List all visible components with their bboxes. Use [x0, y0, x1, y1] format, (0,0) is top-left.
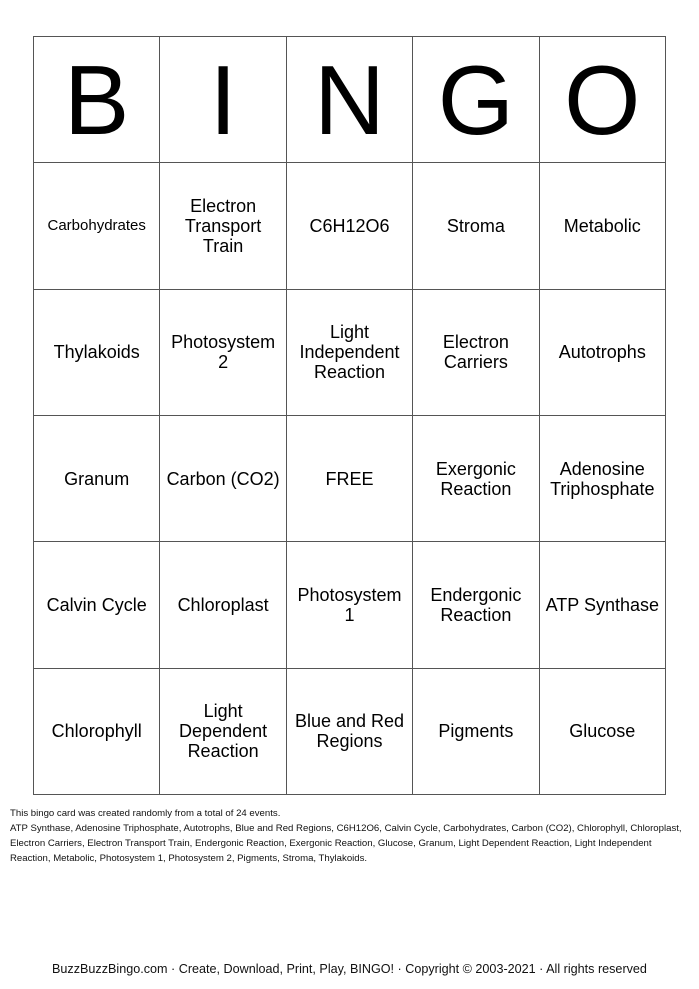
bingo-cell: Autotrophs	[540, 290, 666, 416]
free-space: FREE	[287, 416, 413, 542]
header-o: O	[540, 37, 666, 163]
note-intro: This bingo card was created randomly from a total of 24 events.	[10, 808, 281, 819]
bingo-cell: Light Independent Reaction	[287, 290, 413, 416]
bingo-cell: Stroma	[413, 163, 539, 289]
bingo-cell: ATP Synthase	[540, 542, 666, 668]
bingo-cell: Exergonic Reaction	[413, 416, 539, 542]
bingo-cell: Granum	[34, 416, 160, 542]
event-note	[10, 806, 690, 866]
bingo-cell: Glucose	[540, 669, 666, 795]
bingo-cell: Chlorophyll	[34, 669, 160, 795]
bingo-cell: Calvin Cycle	[34, 542, 160, 668]
footer: BuzzBuzzBingo.com · Create, Download, Print, Play, BINGO! · Copyright © 2003-2021 · All rights reserved	[52, 962, 647, 976]
bingo-cell: Adenosine Triphosphate	[540, 416, 666, 542]
header-i: I	[160, 37, 286, 163]
bingo-cell: Pigments	[413, 669, 539, 795]
header-b: B	[34, 37, 160, 163]
bingo-cell: Metabolic	[540, 163, 666, 289]
bingo-cell: Carbon (CO2)	[160, 416, 286, 542]
header-n: N	[287, 37, 413, 163]
bingo-cell: Chloroplast	[160, 542, 286, 668]
header-g: G	[413, 37, 539, 163]
bingo-cell: Thylakoids	[34, 290, 160, 416]
bingo-card	[33, 36, 666, 795]
bingo-cell: Light Dependent Reaction	[160, 669, 286, 795]
bingo-cell: Electron Transport Train	[160, 163, 286, 289]
note-events: ATP Synthase, Adenosine Triphosphate, Autotrophs, Blue and Red Regions, C6H12O6, Calvin Cycle, Carbohydrates, Carbon (CO2), Chlorophyll, Chloroplast, Electron Carriers, Electron Transport Train, Endergonic Reaction, Exergonic Reaction, Glucose, Granum, Light Dependent Reaction, Light Independent Reaction, Metabolic, Photosystem 1, Photosystem 2, Pigments, Stroma, Thylakoids.	[10, 823, 682, 864]
bingo-cell: Blue and Red Regions	[287, 669, 413, 795]
bingo-cell: Photosystem 1	[287, 542, 413, 668]
bingo-cell: Carbohydrates	[34, 163, 160, 289]
bingo-cell: C6H12O6	[287, 163, 413, 289]
bingo-cell: Photosystem 2	[160, 290, 286, 416]
bingo-cell: Electron Carriers	[413, 290, 539, 416]
bingo-cell: Endergonic Reaction	[413, 542, 539, 668]
